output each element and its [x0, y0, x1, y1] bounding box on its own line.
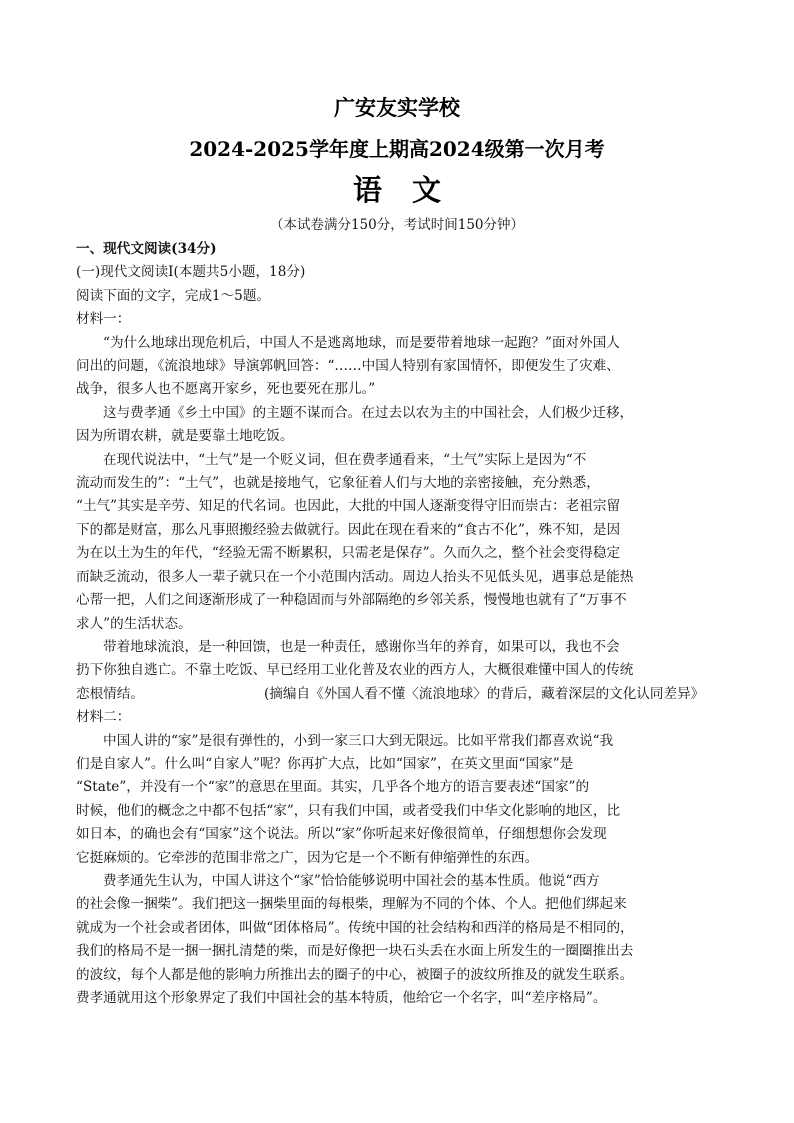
- paragraph-line: 的波纹，每个人都是他的影响力所推出去的圈子的中心，被圈子的波纹所推及的就发生联系。: [76, 966, 634, 983]
- paragraph-line: 下的都是财富，那么凡事照搬经验去做就行。因此在现在看来的“食古不化”，殊不知，是因: [76, 521, 621, 538]
- paragraph-line: 费孝通就用这个形象界定了我们中国社会的基本特质，他给它一个名字，叫“差序格局”。: [76, 990, 607, 1006]
- material-two-label: 材料二：: [76, 709, 131, 726]
- material-source: (摘编自《外国人看不懂〈流浪地球〉的背后，藏着深层的文化认同差异》: [263, 685, 705, 702]
- paragraph-line: 中国人讲的“家”是很有弹性的，小到一家三口大到无限远。比如平常我们都喜欢说“我: [103, 732, 614, 749]
- paragraph-line: “土气”其实是辛劳、知足的代名词。也因此，大批的中国人逐渐变得守旧而崇古：老祖宗留: [76, 498, 621, 515]
- exam-title: 2024-2025学年度上期高2024级第一次月考: [189, 137, 605, 161]
- paragraph-line: 这与费孝通《乡土中国》的主题不谋而合。在过去以农为主的中国社会，人们极少迁移，: [103, 404, 634, 421]
- paragraph-line: 我们的格局不是一捆一捆扎清楚的柴，而是好像把一块石头丢在水面上所发生的一圈圈推出去: [76, 943, 634, 960]
- paragraph-line: 在现代说法中，“土气”是一个贬义词，但在费孝通看来，“土气”实际上是因为“不: [103, 451, 587, 468]
- paragraph-line: 战争，很多人也不愿离开家乡，死也要死在那儿。”: [76, 381, 376, 398]
- paragraph-line: 因为所谓农耕，就是要靠土地吃饭。: [76, 428, 294, 445]
- material-one-label: 材料一：: [76, 311, 131, 328]
- paragraph-line: 问出的问题，《流浪地球》导演郭帆回答：“……中国人特别有家国情怀，即便发生了灾难、: [76, 358, 620, 375]
- paragraph-line: “为什么地球出现危机后，中国人不是逃离地球，而是要带着地球一起跑？”面对外国人: [103, 334, 620, 351]
- paragraph-line: 费孝通先生认为，中国人讲这个“家”恰恰能够说明中国社会的基本性质。他说“西方: [103, 872, 600, 889]
- paragraph-line: 而缺乏流动，很多人一辈子就只在一个小范围内活动。周边人抬头不见低头见，遇事总是能热: [76, 568, 634, 585]
- paragraph-line: 如日本，的确也会有“国家”这个说法。所以“家”你听起来好像很简单，仔细想想你会发现: [76, 826, 607, 843]
- paragraph-line: 恋根情结。: [76, 685, 144, 702]
- document-body: [76, 238, 736, 1010]
- paragraph-line: “State”，并没有一个“家”的意思在里面。其实，几乎各个地方的语言要表述“国家”的: [76, 779, 590, 796]
- paragraph-line: 带着地球流浪，是一种回馈，也是一种责任，感谢你当年的养育，如果可以，我也不会: [103, 638, 620, 655]
- school-name: 广安友实学校: [334, 95, 460, 120]
- subject-title: 语文: [352, 173, 471, 207]
- subsection-heading: (一)现代文阅读Ⅰ(本题共5小题，18分): [76, 264, 306, 281]
- exam-info: （本试卷满分150分，考试时间150分钟）: [269, 217, 525, 233]
- paragraph-line: 们是自家人”。什么叫“自家人”呢？你再扩大点，比如“国家”，在英文里面“国家”是: [76, 755, 574, 772]
- paragraph-line: 时候，他们的概念之中都不包括“家”，只有我们中国，或者受我们中华文化影响的地区，比: [76, 802, 621, 819]
- paragraph-line: 求人”的生活状态。: [76, 615, 192, 632]
- paragraph-line: 的社会像一捆柴”。我们把这一捆柴里面的每根柴，理解为不同的个体、个人。把他们绑起来: [76, 896, 627, 913]
- paragraph-line: 扔下你独自逃亡。不靠土吃饭、早已经用工业化普及农业的西方人，大概很难懂中国人的传统: [76, 662, 634, 679]
- paragraph-line: 流动而发生的”：“土气”，也就是接地气，它象征着人们与大地的亲密接触，充分熟悉，: [76, 475, 600, 492]
- paragraph-line-with-source: [76, 683, 736, 706]
- reading-instruction: 阅读下面的文字，完成1～5题。: [76, 287, 271, 304]
- paragraph-line: 心帮一把，人们之间逐渐形成了一种稳固而与外部隔绝的乡邻关系，慢慢地也就有了“万事不: [76, 592, 627, 609]
- paragraph-line: 就成为一个社会或者团体，叫做“团体格局”。传统中国的社会结构和西洋的格局是不相同的，: [76, 919, 634, 936]
- section-heading: 一、现代文阅读(34分): [76, 241, 217, 257]
- paragraph-line: 它挺麻烦的。它牵涉的范围非常之广，因为它是一个不断有伸缩弹性的东西。: [76, 849, 539, 866]
- paragraph-line: 为在以土为生的年代，“经验无需不断累积，只需老是保存”。久而久之，整个社会变得稳定: [76, 545, 621, 562]
